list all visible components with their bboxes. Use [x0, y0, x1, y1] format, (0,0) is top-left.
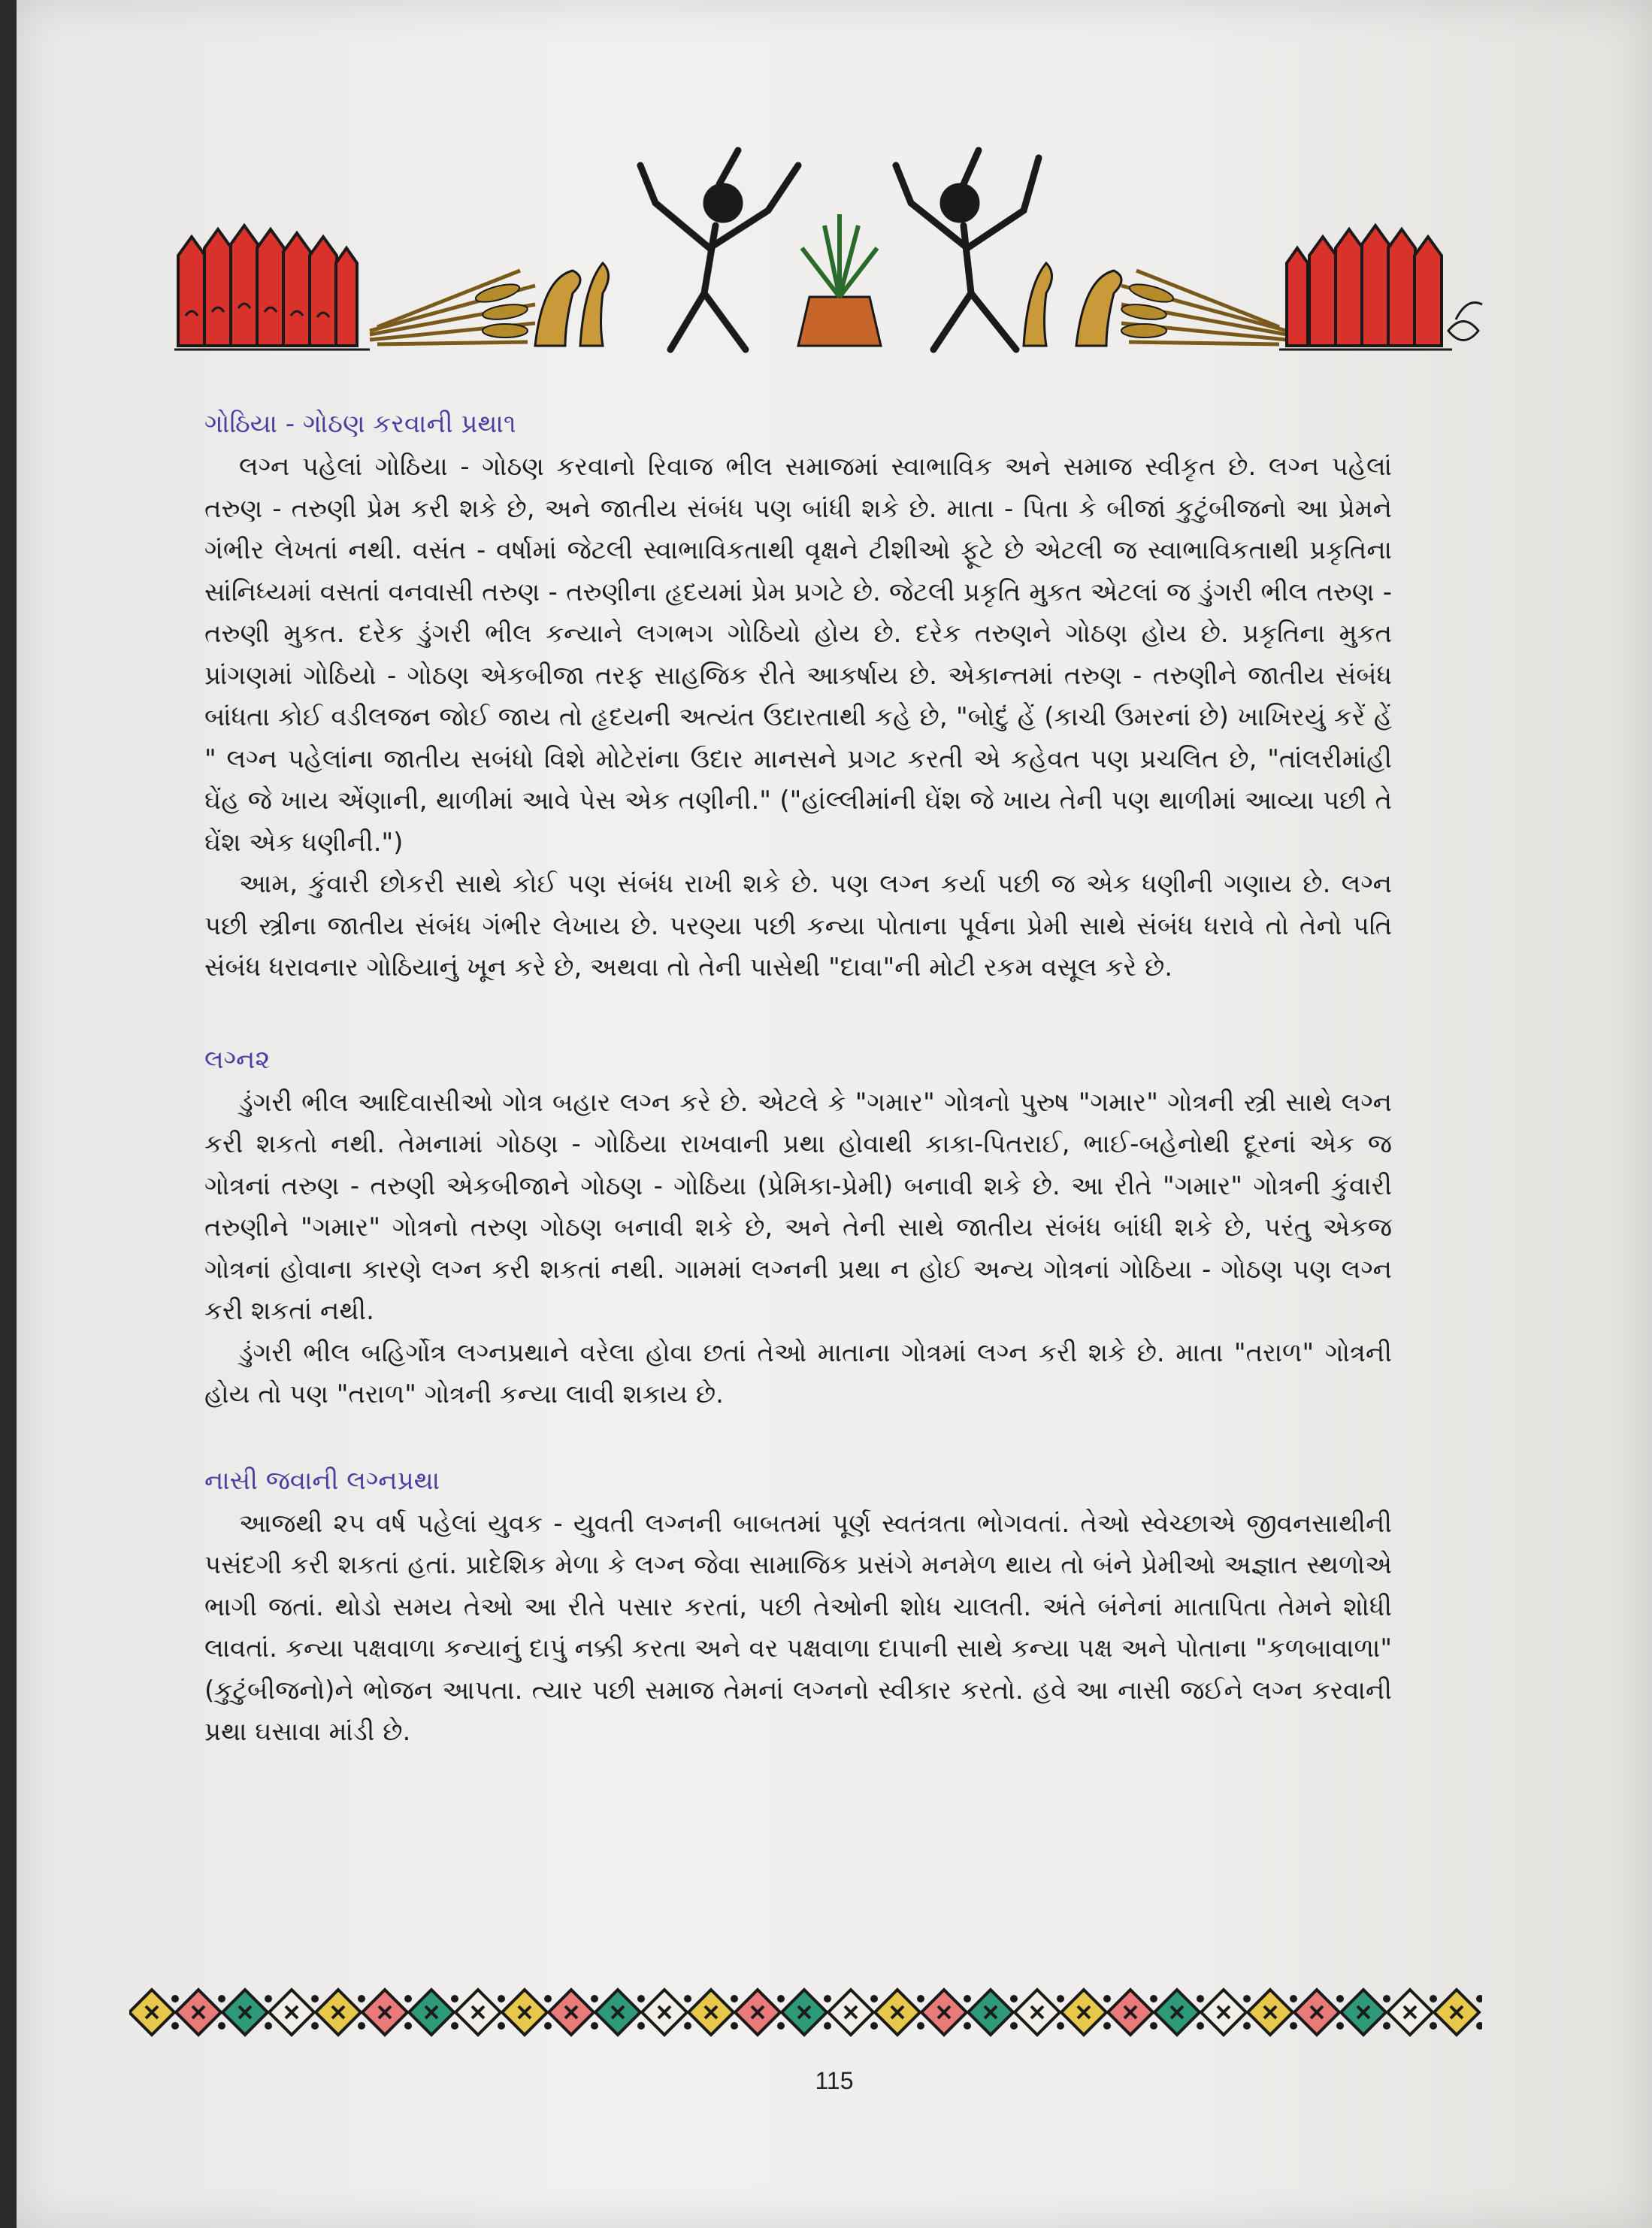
border-dot: [451, 1995, 458, 2002]
border-dot: [870, 1995, 878, 2002]
dancer-figure-left: [640, 150, 798, 350]
paragraph: ડુંગરી ભીલ આદિવાસીઓ ગોત્ર બહાર લગ્ન કરે છે. એટલે કે "ગમાર" ગોત્રનો પુરુષ "ગમાર" ગોત્રની સ્ત્રી સાથે લગ્ન કરી શકતો નથી. તેમનામાં ગોઠણ - ગોઠિયા રાખવાની પ્રથા હોવાથી કાકા-પિતરાઈ, ભાઈ-બહેનોથી દૂરનાં એક જ ગોત્રનાં તરુણ - તરુણી એકબીજાને ગોઠણ - ગોઠિયા (પ્રેમિકા-પ્રેમી) બનાવી શકે છે. આ રીતે "ગમાર" ગોત્રની કુંવારી તરુણીને "ગમાર" ગોત્રનો તરુણ ગોઠણ બનાવી શકે છે, અને તેની સાથે જાતીય સંબંધ બાંધી શકે છે, પરંતુ એકજ ગોત્રનાં હોવાના કારણે લગ્ન કરી શકતાં નથી. ગામમાં લગ્નની પ્રથા ન હોઈ અન્ય ગોત્રનાં ગોઠિયા - ગોઠણ પણ લગ્ન કરી શકતાં નથી.: [204, 1087, 1392, 1326]
border-dot: [964, 2022, 971, 2030]
border-dot: [777, 2022, 785, 2030]
article-body: [204, 406, 1392, 1754]
right-red-figures: [1287, 226, 1442, 346]
border-dot: [824, 1995, 831, 2002]
border-dot: [1476, 2022, 1482, 2030]
border-dot: [1476, 1995, 1482, 2002]
border-dot: [1336, 2022, 1344, 2030]
border-dot: [684, 2022, 691, 2030]
border-dot: [1103, 2022, 1111, 2030]
border-dot: [1010, 2022, 1018, 2030]
border-dot: [870, 2022, 878, 2030]
border-dot: [358, 2022, 365, 2030]
border-dot: [544, 2022, 552, 2030]
border-dot: [404, 2022, 412, 2030]
border-dot: [358, 1995, 365, 2002]
page-number: 115: [815, 2067, 854, 2094]
border-dot: [777, 1995, 785, 2002]
border-dot: [1197, 2022, 1204, 2030]
border-dot: [265, 2022, 272, 2030]
paragraph: ડુંગરી ભીલ બહિર્ગોત્ર લગ્નપ્રથાને વરેલા હોવા છતાં તેઓ માતાના ગોત્રમાં લગ્ન કરી શકે છે. માતા "તરાળ" ગોત્રની હોય તો પણ "તરાળ" ગોત્રની કન્યા લાવી શકાય છે.: [204, 1337, 1392, 1409]
border-dot: [731, 2022, 738, 2030]
border-dot: [1150, 1995, 1157, 2002]
border-dot: [637, 2022, 645, 2030]
diamond-embroidery-border: [129, 1971, 1482, 2054]
border-dot: [1430, 2022, 1437, 2030]
left-red-figures: [178, 226, 357, 346]
border-dot: [1290, 1995, 1297, 2002]
border-dot: [171, 2022, 179, 2030]
border-dot: [731, 1995, 738, 2002]
border-dot: [1103, 1995, 1111, 2002]
section-title-gothiya: ગોઠિયા - ગોઠણ કરવાની પ્રથા૧: [204, 409, 516, 439]
border-dot: [1430, 1995, 1437, 2002]
border-dot: [311, 1995, 319, 2002]
border-dot: [1197, 1995, 1204, 2002]
border-dot: [1383, 1995, 1390, 2002]
bird-figures-right: [1024, 263, 1121, 346]
border-dot: [591, 1995, 598, 2002]
border-dot: [684, 1995, 691, 2002]
central-plant: [798, 214, 881, 346]
border-dot: [311, 2022, 319, 2030]
border-dot: [637, 1995, 645, 2002]
border-dot: [451, 2022, 458, 2030]
border-dot: [498, 2022, 505, 2030]
book-page: [17, 0, 1652, 2228]
bird-figures-left: [535, 263, 609, 346]
section-title-nasi-javani: નાસી જવાની લગ્નપ્રથા: [204, 1465, 440, 1496]
border-dot: [265, 1995, 272, 2002]
border-dot: [591, 2022, 598, 2030]
dancer-figure-right: [896, 150, 1039, 350]
section-title-lagna: લગ્ન૨: [204, 1044, 271, 1075]
border-dot: [917, 2022, 924, 2030]
border-dot: [917, 1995, 924, 2002]
border-dot: [1243, 1995, 1251, 2002]
border-dot: [218, 2022, 225, 2030]
paragraph: આજથી ૨૫ વર્ષ પહેલાં યુવક - યુવતી લગ્નની બાબતમાં પૂર્ણ સ્વતંત્રતા ભોગવતાં. તેઓ સ્વેચ્છાએ જીવનસાથીની પસંદગી કરી શકતાં હતાં. પ્રાદેશિક મેળા કે લગ્ન જેવા સામાજિક પ્રસંગે મનમેળ થાય તો બંને પ્રેમીઓ અજ્ઞાત સ્થળોએ ભાગી જતાં. થોડો સમય તેઓ આ રીતે પસાર કરતાં, પછી તેઓની શોધ ચાલતી. અંતે બંનેનાં માતાપિતા તેમને શોધી લાવતાં. કન્યા પક્ષવાળા કન્યાનું દાપું નક્કી કરતા અને વર પક્ષવાળા દાપાની સાથે કન્યા પક્ષ અને પોતાના "કળબાવાળા" (કુટુંબીજનો)ને ભોજન આપતા. ત્યાર પછી સમાજ તેમનાં લગ્નનો સ્વીકાર કરતો. હવે આ નાસી જઈને લગ્ન કરવાની પ્રથા ઘસાવા માંડી છે.: [204, 1508, 1392, 1747]
paragraph: આમ, કુંવારી છોકરી સાથે કોઈ પણ સંબંધ રાખી શકે છે. પણ લગ્ન કર્યા પછી જ એક ધણીની ગણાય છે. લગ્ન પછી સ્ત્રીના જાતીય સંબંધ ગંભીર લેખાય છે. પરણ્યા પછી કન્યા પોતાના પૂર્વના પ્રેમી સાથે સંબંધ ધરાવે તો તેનો પતિ સંબંધ ધરાવનાર ગોઠિયાનું ખૂન કરે છે, અથવા તો તેની પાસેથી "દાવા"ની મોટી રકમ વસૂલ કરે છે.: [204, 869, 1392, 982]
border-dot: [171, 1995, 179, 2002]
border-dot: [498, 1995, 505, 2002]
border-dot: [1010, 1995, 1018, 2002]
border-dot: [824, 2022, 831, 2030]
border-dot: [1383, 2022, 1390, 2030]
border-dot: [1057, 2022, 1064, 2030]
border-dot: [544, 1995, 552, 2002]
border-dot: [1243, 2022, 1251, 2030]
border-dot: [1290, 2022, 1297, 2030]
border-dot: [1057, 1995, 1064, 2002]
border-dot: [1336, 1995, 1344, 2002]
border-dot: [404, 1995, 412, 2002]
paragraph: લગ્ન પહેલાં ગોઠિયા - ગોઠણ કરવાનો રિવાજ ભીલ સમાજમાં સ્વાભાવિક અને સમાજ સ્વીકૃત છે. લગ્ન પહેલાં તરુણ - તરુણી પ્રેમ કરી શકે છે, અને જાતીય સંબંધ પણ બાંધી શકે છે. માતા - પિતા કે બીજાં કુટુંબીજનો આ પ્રેમને ગંભીર લેખતાં નથી. વસંત - વર્ષામાં જેટલી સ્વાભાવિકતાથી વૃક્ષને ટીશીઓ ફૂટે છે એટલી જ સ્વાભાવિકતાથી પ્રકૃતિના સાંનિધ્યમાં વસતાં વનવાસી તરુણ - તરુણીના હૃદયમાં પ્રેમ પ્રગટે છે. જેટલી પ્રકૃતિ મુકત એટલાં જ ડુંગરી ભીલ તરુણ - તરુણી મુકત. દરેક ડુંગરી ભીલ કન્યાને લગભગ ગોઠિયો હોય છે. દરેક તરુણને ગોઠણ હોય છે. પ્રકૃતિના મુકત પ્રાંગણમાં ગોઠિયો - ગોઠણ એકબીજા તરફ સાહજિક રીતે આકર્ષાય છે. એકાન્તમાં તરુણ - તરુણીને જાતીય સંબંધ બાંધતા કોઈ વડીલજન જોઈ જાય તો હૃદયની અત્યંત ઉદારતાથી કહે છે, "બોદું હેં (કાચી ઉમરનાં છે) ખાખિરયું કરેં હેં " લગ્ન પહેલાંના જાતીય સબંધો વિશે મોટેરાંના ઉદાર માનસને પ્રગટ કરતી એ કહેવત પણ પ્રચલિત છે, "તાંલરીમાંહી ઘેંહ જે ખાય એંણાની, થાળીમાં આવે પેસ એક તણીની." ("હાંલ્લીમાંની ઘેંશ જે ખાય તેની પણ થાળીમાં આવ્યા પછી તે ઘેંશ એક ધણીની."): [204, 452, 1392, 858]
border-dot: [964, 1995, 971, 2002]
border-dot: [1150, 2022, 1157, 2030]
tribal-dancers-banner: [144, 143, 1490, 361]
border-dot: [218, 1995, 225, 2002]
